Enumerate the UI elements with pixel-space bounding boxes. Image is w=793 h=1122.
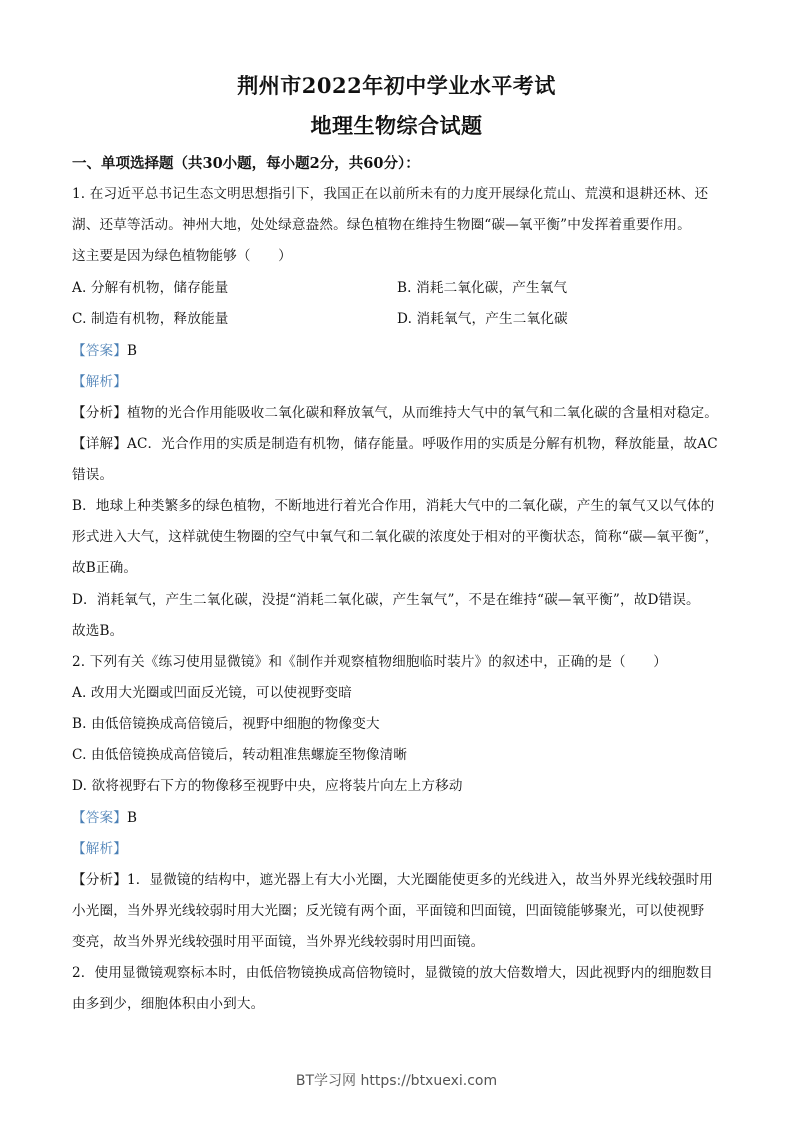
analysis-text: 1．显微镜的结构中，遮光器上有大小光圈，大光圈能使更多的光线进入，故当外界光线较强时用 <box>126 872 714 888</box>
detail-line: 故选B。 <box>72 623 124 639</box>
option-c: C. 由低倍镜换成高倍镜后，转动粗准焦螺旋至物像清晰 <box>72 747 408 763</box>
answer-value: B <box>126 810 138 826</box>
question-stem-line: 2. 下列有关《练习使用显微镜》和《制作并观察植物细胞临时装片》的叙述中，正确的是（ ） <box>72 654 667 670</box>
analysis-text: 植物的光合作用能吸收二氧化碳和释放氧气，从而维持大气中的氧气和二氧化碳的含量相对稳定。 <box>126 405 718 421</box>
analysis-line: 由多到少，细胞体积由小到大。 <box>72 996 265 1012</box>
option-d: D. 欲将视野右下方的物像移至视野中央，应将装片向左上方移动 <box>72 778 463 794</box>
explanation-heading <box>72 370 127 390</box>
question-stem-line: 湖、还草等活动。神州大地，处处绿意盎然。绿色植物在维持生物圈“碳—氧平衡”中发挥着重要作用。 <box>72 217 691 233</box>
answer-tag: 【答案】 <box>72 810 127 826</box>
detail-line: B．地球上种类繁多的绿色植物，不断地进行着光合作用，消耗大气中的二氧化碳，产生的氧气又以气体的 <box>72 498 715 514</box>
question-stem-line: 这主要是因为绿色植物能够（ ） <box>72 248 292 264</box>
analysis-line: 变亮，故当外界光线较强时用平面镜，当外界光线较弱时用凹面镜。 <box>72 934 485 950</box>
footer-watermark: BT学习网 https://btxuexi.com <box>295 1073 498 1089</box>
answer-line <box>72 339 137 359</box>
answer-tag: 【答案】 <box>72 343 127 359</box>
analysis-line: 小光圈，当外界光线较弱时用大光圈；反光镜有两个面，平面镜和凹面镜，凹面镜能够聚光，可以使视野 <box>72 903 705 919</box>
detail-line: 错误。 <box>72 467 114 483</box>
analysis-line: 2．使用显微镜观察标本时，由低倍物镜换成高倍物镜时，显微镜的放大倍数增大，因此视野内的细胞数目 <box>72 965 714 981</box>
analysis-tag: 【分析】 <box>72 872 127 888</box>
section-heading: 一、单项选择题（共30小题，每小题2分，共60分）： <box>72 155 420 172</box>
analysis-line <box>72 868 713 888</box>
option-b: B. 消耗二氧化碳，产生氧气 <box>397 280 568 296</box>
option-a: A. 分解有机物，储存能量 <box>72 280 229 296</box>
analysis-tag: 【分析】 <box>72 405 127 421</box>
explanation-tag: 【解析】 <box>72 841 127 857</box>
explanation-heading <box>72 837 127 857</box>
answer-value: B <box>126 343 138 359</box>
option-a: A. 改用大光圈或凹面反光镜，可以使视野变暗 <box>72 685 353 701</box>
analysis-line <box>72 401 718 421</box>
option-b: B. 由低倍镜换成高倍镜后，视野中细胞的物像变大 <box>72 716 380 732</box>
detail-line <box>72 432 718 452</box>
detail-line: D．消耗氧气，产生二氧化碳，没提“消耗二氧化碳，产生氧气”，不是在维持“碳—氧平衡”，故D错误。 <box>72 592 700 608</box>
option-d: D. 消耗氧气，产生二氧化碳 <box>397 311 568 327</box>
detail-line: 形式进入大气，这样就使生物圈的空气中氧气和二氧化碳的浓度处于相对的平衡状态，简称“碳—氧平衡”， <box>72 529 719 545</box>
document-title: 荆州市2022年初中学业水平考试 <box>237 73 556 98</box>
answer-line <box>72 806 137 826</box>
question-stem-line: 1. 在习近平总书记生态文明思想指引下，我国正在以前所未有的力度开展绿化荒山、荒漠和退耕还林、还 <box>72 186 709 202</box>
option-c: C. 制造有机物，释放能量 <box>72 311 229 327</box>
document-subtitle: 地理生物综合试题 <box>310 113 483 138</box>
explanation-tag: 【解析】 <box>72 374 127 390</box>
detail-text: AC．光合作用的实质是制造有机物，储存能量。呼吸作用的实质是分解有机物，释放能量，故AC <box>126 436 718 452</box>
detail-line: 故B正确。 <box>72 560 138 576</box>
detail-tag: 【详解】 <box>72 436 127 452</box>
